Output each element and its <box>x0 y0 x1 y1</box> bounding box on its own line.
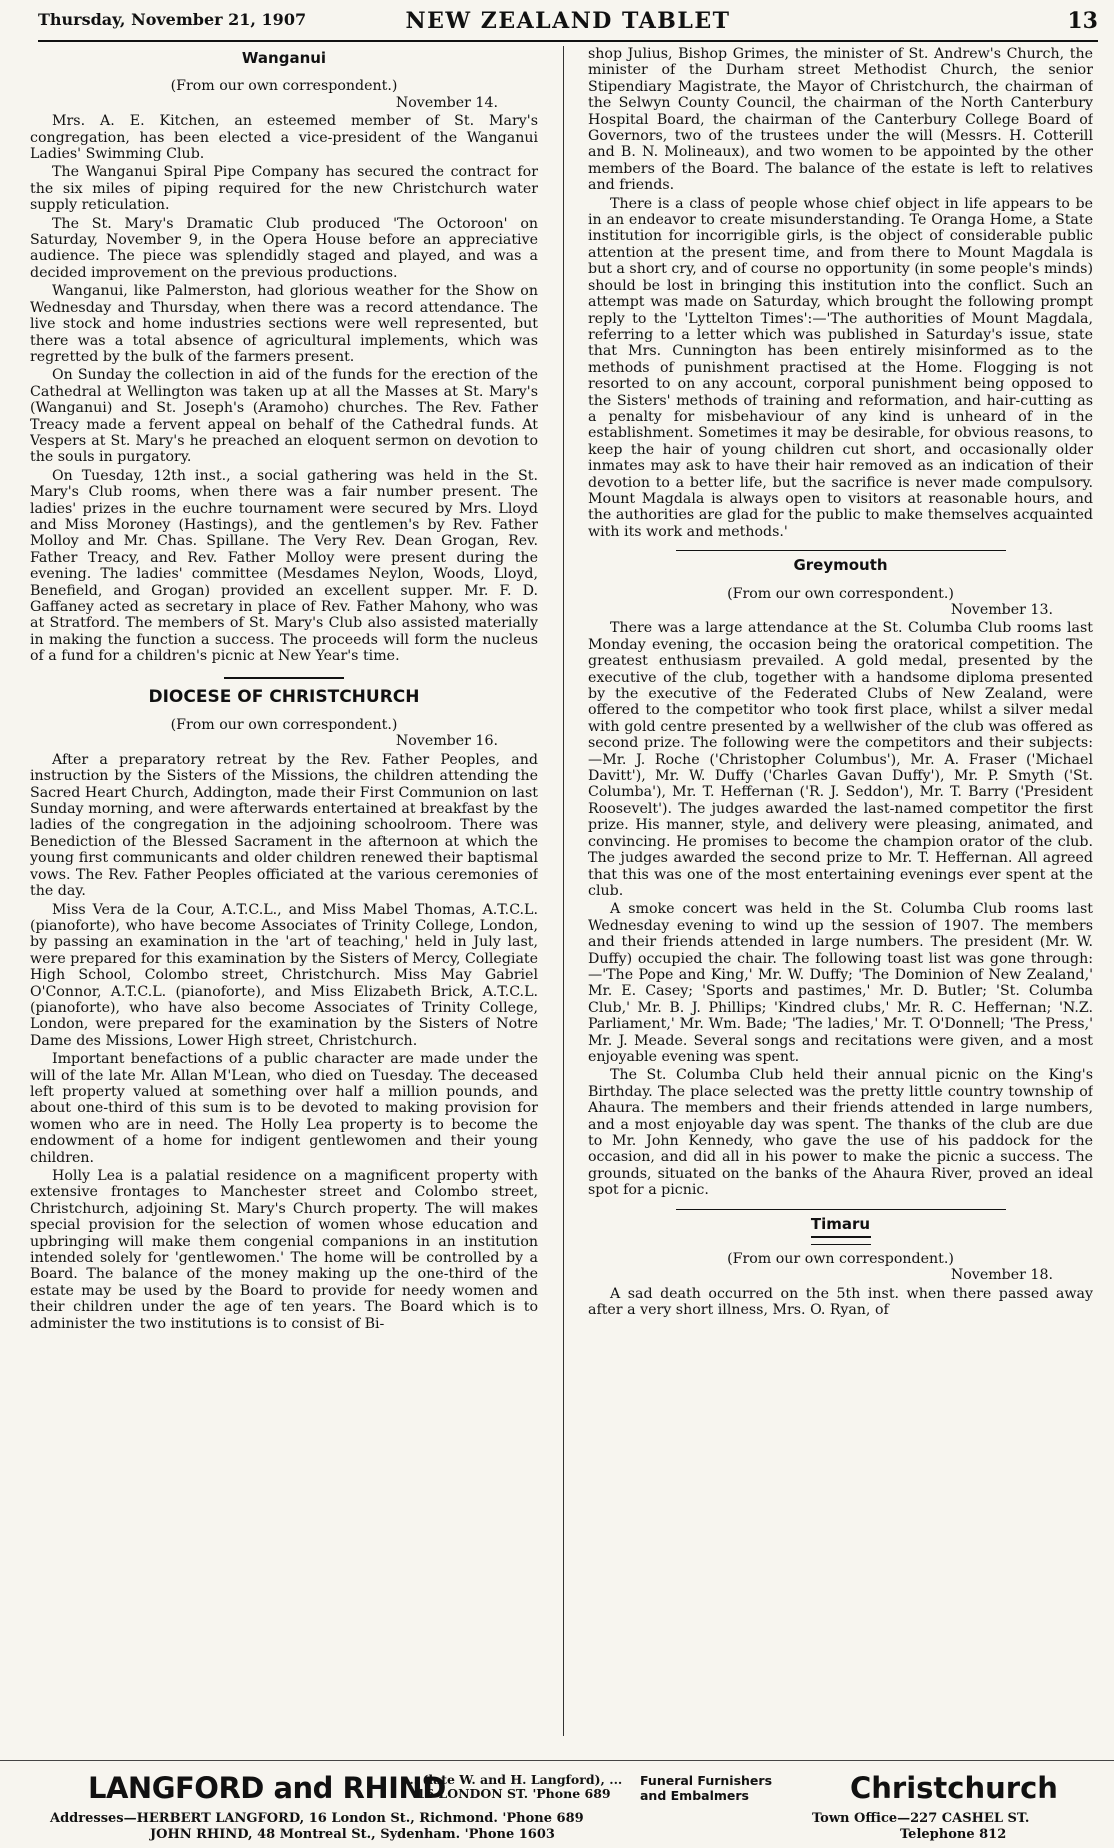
section-heading-timaru: Timaru <box>810 1214 871 1233</box>
advert-town-office: Town Office—227 CASHEL ST. <box>812 1811 1030 1826</box>
section-heading-christchurch: DIOCESE OF CHRISTCHURCH <box>148 686 420 707</box>
paragraph: The Wanganui Spiral Pipe Company has secured the contract for the six miles of piping required for the new Christchurch water supply reticulation. <box>30 164 538 214</box>
paragraph: On Sunday the collection in aid of the funds for the erection of the Cathedral at Wellington was taken up at all the Masses at St. Mary's (Wanganui) and St. Joseph's (Aramoho) churches. The Rev. Father Treacy made a fervent appeal on behalf of the Cathedral funds. At Vespers at St. Mary's he preached an eloquent sermon on devotion to the souls in purgatory. <box>30 367 538 466</box>
paragraph: The St. Mary's Dramatic Club produced 'The Octoroon' on Saturday, November 9, in the Opera House before an appreciative audience. The piece was splendidly staged and played, and was a decided improvement on the previous productions. <box>30 215 538 281</box>
correspondent-line: (From our own correspondent.) <box>727 1251 954 1268</box>
paragraph-continuation: shop Julius, Bishop Grimes, the minister of St. Andrew's Church, the minister of the Durham street Methodist Church, the senior Stipendiary Magistrate, the Mayor of Christchurch, the chairman of the Selwyn County Council, the chairman of the North Canterbury Hospital Board, the chairman of the Canterbury College Board of Governors, two of the trustees under the will (Messrs. H. Cotterill and B. N. Molineaux), and two women to be appointed by the other members of the Board. The balance of the estate is left to relatives and friends. <box>588 46 1093 194</box>
advert-address-2: JOHN RHIND, 48 Montreal St., Sydenham. 'Phone 1603 <box>150 1827 555 1842</box>
correspondent-line: (From our own correspondent.) <box>727 585 954 602</box>
paragraph: There was a large attendance at the St. Columba Club rooms last Monday evening, the occasion being the oratorical competition. The greatest enthusiasm prevailed. A gold medal, presented by the executive of the club, together with a handsome diploma presented by the executive of the Federated Clubs of New Zealand, were offered to the competitor who took first place, whilst a silver medal with gold centre presented by a wellwisher of the club was offered as second prize. The following were the competitors and their subjects:—Mr. J. Roche ('Christopher Columbus'), Mr. A. Fraser ('Michael Davitt'), Mr. W. Duffy ('Charles Gavan Duffy'), Mr. P. Smyth ('St. Columba'), Mr. T. Heffernan ('R. J. Seddon'), Mr. T. Barry ('President Roosevelt'). The judges awarded the last-named competitor the first prize. His manner, style, and delivery were pleasing, animated, and convincing. He promises to become the champion orator of the club. The judges awarded the second prize to Mr. T. Heffernan. All agreed that this was one of the most entertaining evenings ever spent at the club. <box>588 620 1093 899</box>
advertisement-banner <box>0 1760 1114 1848</box>
paragraph: Holly Lea is a palatial residence on a magnificent property with extensive frontages to Manchester street and Colombo street, Christchurch, adjoining St. Mary's Church property. The will makes special provision for the selection of women whose education and upbringing will make them congenial companions in an institution intended solely for 'gentlewomen.' The home will be controlled by a Board. The balance of the money making up the one-third of the estate may be used by the Board to provide for needy women and their children under the age of ten years. The Board which is to administer the two institutions is to consist of Bi- <box>30 1168 538 1332</box>
paragraph: A smoke concert was held in the St. Columba Club rooms last Wednesday evening to wind up the session of 1907. The members and their friends attended in large numbers. The president (Mr. W. Duffy) occupied the chair. The following toast list was gone through:—'The Pope and King,' Mr. W. Duffy; 'The Dominion of New Zealand,' Mr. E. Casey; 'Sports and pastimes,' Mr. D. Butler; 'St. Columba Club,' Mr. B. J. Phillips; 'Kindred clubs,' Mr. R. C. Heffernan; 'N.Z. Parliament,' Mr. Wm. Bade; 'The ladies,' Mr. T. O'Donnell; 'The Press,' Mr. J. Meade. Several songs and recitations were given, and a most enjoyable evening was spent. <box>588 901 1093 1065</box>
column-divider <box>563 46 564 1736</box>
paragraph: Miss Vera de la Cour, A.T.C.L., and Miss Mabel Thomas, A.T.C.L. (pianoforte), who have become Associates of Trinity College, London, by passing an examination in the 'art of teaching,' held in July last, were prepared for this examination by the Sisters of Mercy, Collegiate High School, Colombo street, Christchurch. Miss May Gabriel O'Connor, A.T.C.L. (pianoforte), and Miss Elizabeth Brick, A.T.C.L. (pianoforte), who have also become Associates of Trinity College, London, were prepared for the examination by the Sisters of Notre Dame des Missions, Lower High street, Christchurch. <box>30 901 538 1049</box>
dateline: November 13. <box>950 602 1053 618</box>
advert-city: Christchurch <box>850 1771 1058 1805</box>
correspondent-line: (From our own correspondent.) <box>170 78 398 95</box>
advert-address-line: 16 LONDON ST. 'Phone 689 <box>416 1786 611 1801</box>
advert-service-line: Funeral Furnishers <box>640 1773 773 1788</box>
section-separator <box>224 677 344 679</box>
ornament-rule <box>811 1236 871 1245</box>
paragraph: After a preparatory retreat by the Rev. Father Peoples, and instruction by the Sisters of the Missions, the children attending the Sacred Heart Church, Addington, made their First Communion on last Sunday morning, and were afterwards entertained at breakfast by the ladies of the congregation in the adjoining schoolroom. There was Benediction of the Blessed Sacrament in the afternoon at which the young first communicants and older children renewed their baptismal vows. The Rev. Father Peoples officiated at the various ceremonies of the day. <box>30 751 538 900</box>
paragraph: There is a class of people whose chief object in life appears to be in an endeavor to create misunderstanding. Te Oranga Home, a State institution for incorrigible girls, is the object of considerable public attention at the present time, and from there to Mount Magdala is but a short cry, and of course no opportunity (in some people's minds) should be lost in bringing this institution into the conflict. Such an attempt was made on Saturday, which brought the following prompt reply to the 'Lyttelton Times':—'The authorities of Mount Magdala, referring to a letter which was published in Saturday's issue, state that Mrs. Cunnington has been entirely misinformed as to the methods of punishment practised at the Home. Flogging is not resorted to on any account, corporal punishment being opposed to the Sisters' methods of training and reformation, and hair-cutting as a penalty for misbehaviour of any kind is unheard of in the establishment. Sometimes it may be desirable, for obvious reasons, to keep the hair of young children cut short, and occasionally older inmates may ask to have their hair removed as an indication of their devotion to a better life, but the sacrifice is never made compulsory. Mount Magdala is always open to visitors at reasonable hours, and the authorities are glad for the public to make themselves acquainted with its work and methods.' <box>588 195 1093 540</box>
advert-address-1: Addresses—HERBERT LANGFORD, 16 London St., Richmond. 'Phone 689 <box>50 1811 584 1826</box>
section-heading-wanganui: Wanganui <box>241 49 327 67</box>
paragraph: A sad death occurred on the 5th inst. when there passed away after a very short illness, Mrs. O. Ryan, of <box>588 1285 1093 1319</box>
paragraph: Important benefactions of a public character are made under the will of the late Mr. Allan M'Lean, who died on Tuesday. The deceased left property valued at something over half a million pounds, and about one-third of this sum is to be devoted to making provision for women who are in need. The Holly Lea property is to become the endowment of a home for indigent gentlewomen and their young children. <box>30 1051 538 1166</box>
page-number: 13 <box>1067 8 1098 34</box>
paragraph: The St. Columba Club held their annual picnic on the King's Birthday. The place selected was the pretty little country township of Ahaura. The members and their friends attended in large numbers, and a most enjoyable day was spent. The thanks of the club are due to Mr. John Kennedy, who gave the use of his paddock for the occasion, and did all in his power to make the picnic a success. The grounds, situated on the banks of the Ahaura River, proved an ideal spot for a picnic. <box>588 1067 1093 1199</box>
newspaper-title: NEW ZEALAND TABLET <box>405 8 731 34</box>
right-column <box>588 46 1093 1726</box>
section-heading-greymouth: Greymouth <box>793 556 888 575</box>
advert-service-line: and Embalmers <box>640 1788 749 1803</box>
advert-late-firm <box>405 1773 622 1801</box>
dateline: November 18. <box>950 1267 1053 1284</box>
advert-services <box>640 1773 772 1803</box>
paragraph: On Tuesday, 12th inst., a social gathering was held in the St. Mary's Club rooms, when there was a fair number present. The ladies' prizes in the euchre tournament were secured by Mrs. Lloyd and Miss Moroney (Hastings), and the gentlemen's by Rev. Father Molloy and Mr. Chas. Spillane. The Very Rev. Dean Grogan, Rev. Father Treacy, and Rev. Father Molloy were present during the evening. The ladies' committee (Mesdames Neylon, Woods, Lloyd, Benefield, and Grogan) provided an excellent supper. Mr. F. D. Gaffaney acted as secretary in place of Rev. Father Mahony, who was at Stratford. The members of St. Mary's Club also assisted materially in making the function a success. The proceeds will form the nucleus of a fund for a children's picnic at New Year's time. <box>30 467 538 665</box>
dateline: November 16. <box>395 733 498 750</box>
masthead <box>38 6 1098 42</box>
issue-date: Thursday, November 21, 1907 <box>38 10 307 29</box>
advert-brand: LANGFORD and RHIND <box>88 1771 446 1805</box>
section-separator <box>676 1209 1006 1210</box>
paragraph: Mrs. A. E. Kitchen, an esteemed member of St. Mary's congregation, has been elected a vice-president of the Wanganui Ladies' Swimming Club. <box>30 113 538 163</box>
correspondent-line: (From our own correspondent.) <box>170 717 398 734</box>
advert-telephone: Telephone 812 <box>900 1827 1007 1842</box>
paragraph: Wanganui, like Palmerston, had glorious weather for the Show on Wednesday and Thursday, when there was a record attendance. The live stock and home industries sections were well represented, but there was a total absence of agricultural implements, which was regretted by the bulk of the farmers present. <box>30 283 538 365</box>
section-separator <box>676 550 1006 551</box>
left-column <box>30 46 538 1726</box>
dateline: November 14. <box>395 94 498 111</box>
advert-late-line: ... (late W. and H. Langford), ... <box>405 1772 623 1787</box>
